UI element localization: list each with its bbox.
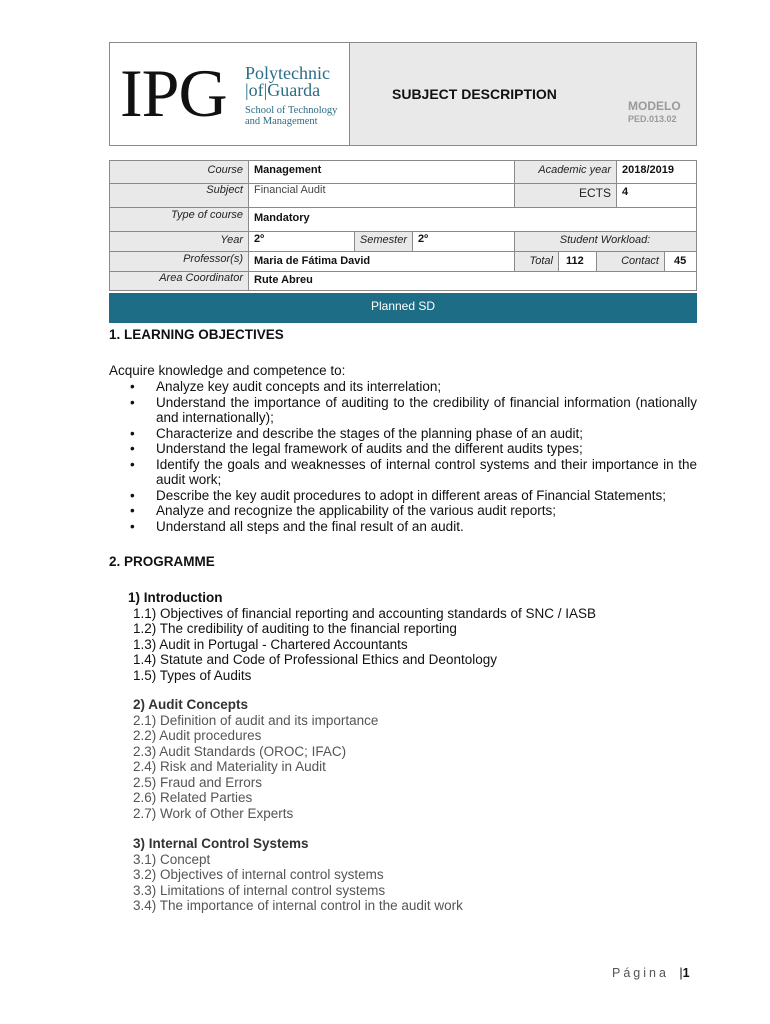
course-label: Course xyxy=(110,161,248,183)
table-rule xyxy=(110,271,696,272)
coordinator-label: Area Coordinator xyxy=(110,271,248,290)
year-value: 2º xyxy=(248,231,354,251)
list-item: 2.7) Work of Other Experts xyxy=(133,805,294,821)
table-rule xyxy=(110,207,696,208)
type-label: Type of course xyxy=(110,207,248,231)
list-item: 1.5) Types of Audits xyxy=(133,667,252,683)
list-item: • Analyze key audit concepts and its interrelation; xyxy=(130,379,697,395)
course-value: Management xyxy=(248,161,514,183)
page-label: Página xyxy=(612,966,669,980)
list-item: 3.4) The importance of internal control in the audit work xyxy=(133,898,463,913)
model-code: PED.013.02 xyxy=(628,114,677,124)
list-item: • Identify the goals and weaknesses of internal control systems and their importance in the audit work; xyxy=(130,457,697,488)
list-item: 1.2) The credibility of auditing to the financial reporting xyxy=(133,621,457,636)
contact-value: 45 xyxy=(664,251,696,271)
coordinator-value: Rute Abreu xyxy=(248,271,696,290)
topic-title: 3) Internal Control Systems xyxy=(133,836,309,851)
table-rule xyxy=(110,251,696,252)
table-rule xyxy=(616,161,617,207)
logo-school-text: School of Technology and Management xyxy=(245,105,338,127)
table-rule xyxy=(110,183,696,184)
year-label: Year xyxy=(110,231,248,251)
list-item: 2.2) Audit procedures xyxy=(133,728,262,743)
professor-label: Professor(s) xyxy=(110,251,248,271)
ects-label: ECTS xyxy=(514,183,616,207)
list-item: • Characterize and describe the stages of the planning phase of an audit; xyxy=(130,426,697,442)
table-rule xyxy=(596,251,597,271)
planned-sd-banner: Planned SD xyxy=(109,293,697,323)
list-item: 2.1) Definition of audit and its importance xyxy=(133,712,379,728)
programme-topic-audit-concepts xyxy=(133,697,378,821)
section-learning-objectives-title: 1. LEARNING OBJECTIVES xyxy=(109,327,284,342)
ects-value: 4 xyxy=(616,183,696,207)
type-value: Mandatory xyxy=(248,207,696,231)
topic-title: 1) Introduction xyxy=(128,590,223,605)
logo-polytechnic-text: Polytechnic |of|Guarda xyxy=(245,63,330,100)
section-programme-title: 2. PROGRAMME xyxy=(109,554,215,569)
list-item: 1.1) Objectives of financial reporting and accounting standards of SNC / IASB xyxy=(133,605,597,621)
table-rule xyxy=(514,161,515,207)
list-item: • Analyze and recognize the applicability of the various audit reports; xyxy=(130,503,697,519)
list-item: 3.2) Objectives of internal control systems xyxy=(133,867,384,882)
list-item: 2.5) Fraud and Errors xyxy=(133,774,263,790)
academic-year-label: Academic year xyxy=(514,161,616,183)
contact-label: Contact xyxy=(596,251,664,271)
table-rule xyxy=(412,231,413,251)
list-item: 1.4) Statute and Code of Professional Ethics and Deontology xyxy=(133,652,497,667)
list-item: 3.1) Concept xyxy=(133,851,211,867)
objectives-intro: Acquire knowledge and competence to: xyxy=(109,363,346,378)
table-rule xyxy=(558,251,559,271)
list-item: • Understand all steps and the final result of an audit. xyxy=(130,519,697,535)
subject-label: Subject xyxy=(110,183,248,207)
academic-year-value: 2018/2019 xyxy=(616,161,696,183)
semester-value: 2º xyxy=(412,231,514,251)
subject-value: Financial Audit xyxy=(248,183,514,207)
programme-topic-internal-control xyxy=(133,836,463,914)
table-rule xyxy=(514,231,515,271)
table-rule xyxy=(354,231,355,251)
institution-logo xyxy=(110,43,350,145)
table-rule xyxy=(110,231,696,232)
total-value: 112 xyxy=(558,251,596,271)
document-title: SUBJECT DESCRIPTION xyxy=(392,86,557,102)
list-item: • Describe the key audit procedures to adopt in different areas of Financial Statements; xyxy=(130,488,697,504)
workload-label: Student Workload: xyxy=(514,231,696,251)
course-info-table xyxy=(109,160,697,291)
list-item: 2.6) Related Parties xyxy=(133,790,253,805)
semester-label: Semester xyxy=(354,231,412,251)
professor-value: Maria de Fátima David xyxy=(248,251,514,271)
page-footer xyxy=(612,966,690,980)
page-number: 1 xyxy=(682,966,690,980)
list-item: 3.3) Limitations of internal control systems xyxy=(133,882,386,898)
total-label: Total xyxy=(514,251,558,271)
document-header xyxy=(109,42,697,146)
list-item: 1.3) Audit in Portugal - Chartered Accountants xyxy=(133,636,408,652)
list-item: 2.4) Risk and Materiality in Audit xyxy=(133,759,326,774)
table-rule xyxy=(248,161,249,290)
list-item: 2.3) Audit Standards (OROC; IFAC) xyxy=(133,743,347,759)
topic-title: 2) Audit Concepts xyxy=(133,697,249,712)
objectives-list xyxy=(130,379,697,534)
table-rule xyxy=(664,251,665,271)
list-item: • Understand the importance of auditing to the credibility of financial information (nationally and internationally); xyxy=(130,395,697,426)
model-label: MODELO xyxy=(628,99,681,113)
page-separator: | xyxy=(679,966,683,980)
logo-ipg-text: IPG xyxy=(120,55,227,131)
list-item: • Understand the legal framework of audits and the different audits types; xyxy=(130,441,697,457)
programme-topic-introduction xyxy=(128,590,597,683)
